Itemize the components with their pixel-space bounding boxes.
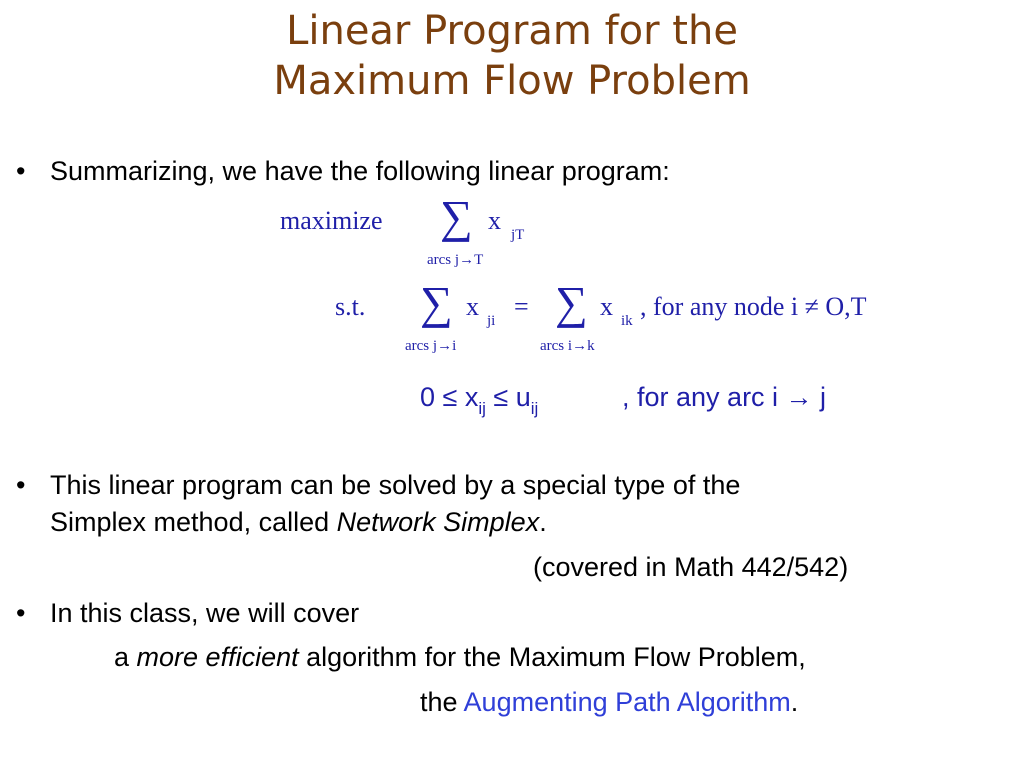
bound-subscript-1: ij <box>478 399 486 418</box>
lhs-subscript: ji <box>487 313 496 329</box>
node-condition: , for any node i ≠ O,T <box>640 292 867 321</box>
augmenting-path-algorithm-link[interactable]: Augmenting Path Algorithm <box>463 687 791 717</box>
objective-sum-symbol: ∑ <box>440 191 473 242</box>
algorithm-prefix: a <box>114 642 137 672</box>
subject-to-label: s.t. <box>335 292 366 321</box>
objective-subscript: jT <box>511 227 525 243</box>
bullet-class-cover-line-1: In this class, we will cover <box>50 598 360 628</box>
final-period: . <box>790 687 799 717</box>
title-line-1: Linear Program for the <box>286 8 738 54</box>
rhs-sum-symbol: ∑ <box>555 277 588 328</box>
bullet-network-simplex-line-2 <box>50 505 547 539</box>
equals-sign: = <box>514 292 529 321</box>
bullet-marker: • <box>16 470 26 500</box>
lhs-sum-range: arcs j→i <box>405 338 457 354</box>
objective-sum-range: arcs j→T <box>427 252 484 268</box>
title-line-2: Maximum Flow Problem <box>273 58 751 104</box>
bullet-network-simplex-line-1: This linear program can be solved by a special type of the <box>50 470 741 500</box>
method-prefix: Simplex method, called <box>50 507 337 537</box>
more-efficient-term: more efficient <box>136 642 299 672</box>
lhs-variable: x <box>466 292 479 321</box>
rhs-variable: x <box>600 292 613 321</box>
course-note: (covered in Math 442/542) <box>533 552 849 582</box>
bound-zero: 0 ≤ x <box>420 382 479 412</box>
capacity-bound <box>420 380 538 418</box>
algorithm-suffix: algorithm for the Maximum Flow Problem, <box>298 642 806 672</box>
lhs-sum-symbol: ∑ <box>420 277 453 328</box>
method-suffix: . <box>539 507 547 537</box>
capacity-condition: , for any arc i → j <box>622 382 827 412</box>
bullet-class-cover-line-3 <box>420 685 798 719</box>
rhs-sum-range: arcs i→k <box>540 338 595 354</box>
bullet-marker: • <box>16 598 26 628</box>
network-simplex-term: Network Simplex <box>336 507 540 537</box>
bullet-class-cover-line-2 <box>114 640 806 674</box>
maximize-label: maximize <box>280 206 383 235</box>
bullet-marker: • <box>16 156 26 186</box>
bound-middle: ≤ u <box>485 382 531 412</box>
bullet-summary-text: Summarizing, we have the following linear program: <box>50 156 670 186</box>
rhs-subscript: ik <box>621 313 633 329</box>
objective-variable: x <box>488 206 501 235</box>
slide-title <box>0 6 1024 106</box>
the-prefix: the <box>420 687 464 717</box>
bound-subscript-2: ij <box>530 399 539 418</box>
